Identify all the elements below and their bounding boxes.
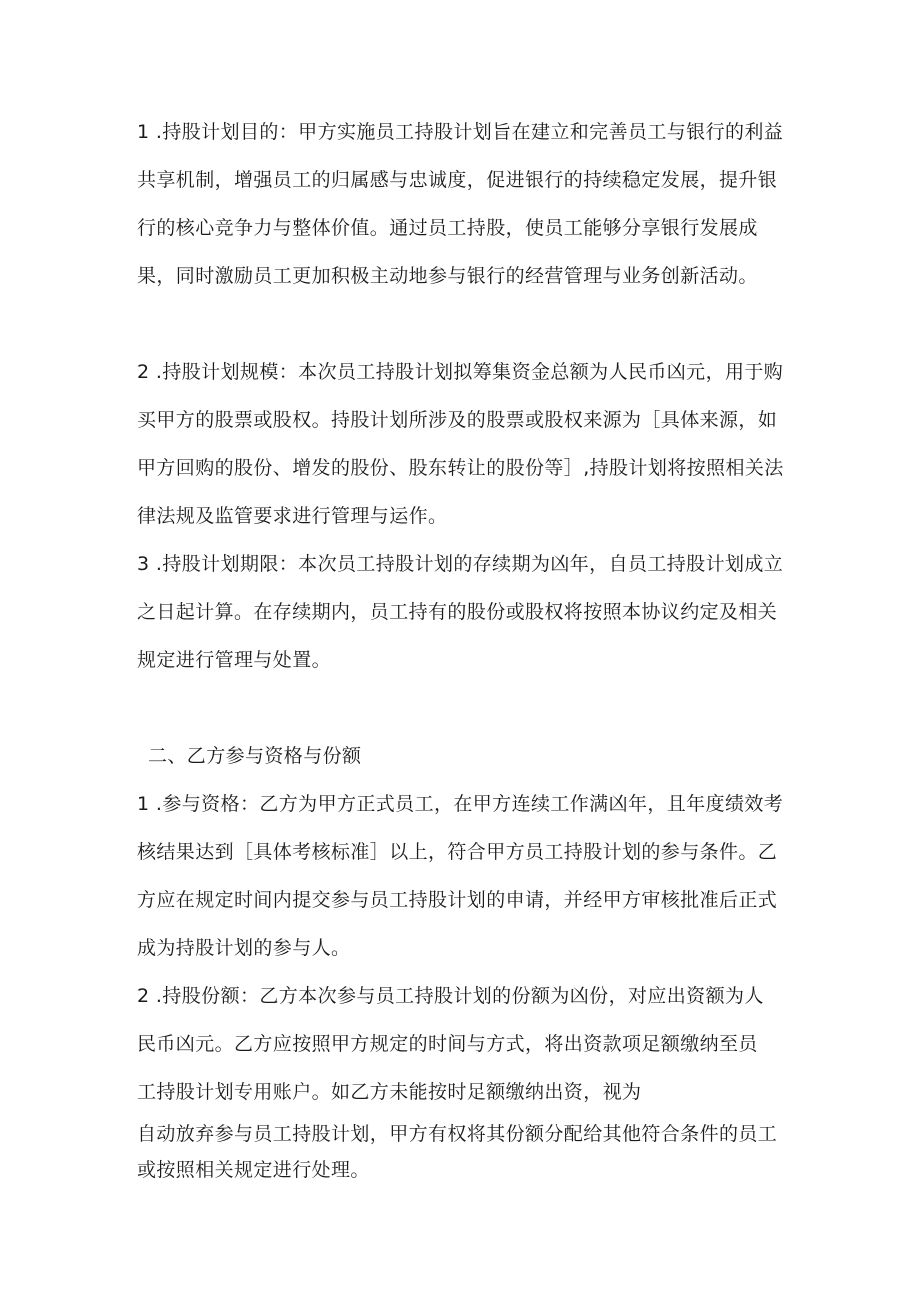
share-amount-head: 2 .持股份额：乙方本次参与员工持股计划的份额为凶份，对应出资额为人民币凶元。乙方应按照甲方规定的时间与方式，将出资款项足额缴纳至员工持股计划专用账户。如乙方未能按时足额缴纳出资，视为: [137, 985, 764, 1103]
eligibility-paragraph: 1 .参与资格：乙方为甲方正式员工，在甲方连续工作满凶年，且年度绩效考核结果达到［具体考核标准］以上，符合甲方员工持股计划的参与条件。乙方应在规定时间内提交参与员工持股计划的申请，并经甲方审核批准后正式成为持股计划的参与人。: [137, 793, 784, 959]
share-amount-paragraph: [137, 972, 787, 1188]
section-heading-participation: 二、乙方参与资格与份额: [148, 745, 362, 767]
plan-term-paragraph: 3 .持股计划期限：本次员工持股计划的存续期为凶年，自员工持股计划成立之日起计算。在存续期内，员工持有的股份或股权将按照本协议约定及相关规定进行管理与处置。: [137, 553, 784, 671]
share-amount-tail: 自动放弃参与员工持股计划，甲方有权将其份额分配给其他符合条件的员工或按照相关规定进行处理。: [137, 1123, 778, 1181]
plan-scale-paragraph: 2 .持股计划规模：本次员工持股计划拟筹集资金总额为人民币凶元，用于购买甲方的股票或股权。持股计划所涉及的股票或股权来源为［具体来源，如甲方回购的股份、增发的股份、股东转让的股份等］,持股计划将按照相关法律法规及监管要求进行管理与运作。: [137, 361, 784, 527]
plan-purpose-paragraph: 1 .持股计划目的：甲方实施员工持股计划旨在建立和完善员工与银行的利益共享机制，增强员工的归属感与忠诚度，促进银行的持续稳定发展，提升银行的核心竞争力与整体价值。通过员工持股，使员工能够分享银行发展成果，同时激励员工更加积极主动地参与银行的经营管理与业务创新活动。: [137, 121, 784, 287]
